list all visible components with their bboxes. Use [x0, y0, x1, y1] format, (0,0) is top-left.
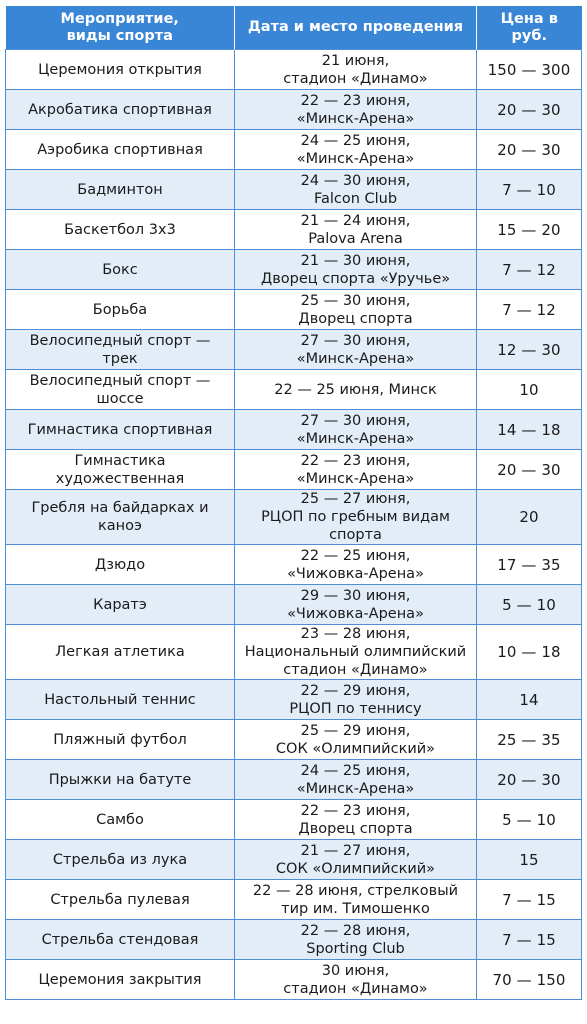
date-place-cell: [235, 410, 477, 450]
date-place-cell: [235, 545, 477, 585]
date-place-line: Sporting Club: [306, 940, 405, 957]
date-place-cell: [235, 490, 477, 545]
table-row: [6, 920, 582, 960]
date-place-cell: [235, 920, 477, 960]
price-value: 17 — 35: [497, 555, 561, 574]
date-place-line: РЦОП по гребным видам: [261, 509, 450, 525]
date-place-line: 22 — 23 июня,: [300, 802, 411, 819]
date-place-cell: [235, 330, 477, 370]
event-name: Легкая атлетика: [55, 644, 185, 660]
price-cell: [477, 370, 582, 410]
event-cell: [6, 585, 235, 625]
price-cell: [477, 50, 582, 90]
price-cell: [477, 960, 582, 1000]
table-row: [6, 545, 582, 585]
date-place-line: «Минск-Арена»: [296, 150, 415, 167]
date-place-line: 25 — 27 июня,: [300, 491, 411, 507]
event-cell: [6, 90, 235, 130]
date-place-cell: [235, 130, 477, 170]
date-place-line: РЦОП по теннису: [289, 700, 422, 717]
date-place-line: Дворец спорта: [298, 820, 413, 837]
event-cell: [6, 170, 235, 210]
date-place-line: 27 — 30 июня,: [300, 332, 411, 349]
price-value: 7 — 15: [502, 890, 556, 909]
price-value: 20 — 30: [497, 770, 561, 789]
date-place-line: 22 — 28 июня,: [300, 922, 411, 939]
event-name: Баскетбол 3x3: [64, 221, 176, 238]
price-value: 15: [519, 850, 539, 869]
date-place-cell: [235, 960, 477, 1000]
date-place-line: «Минск-Арена»: [296, 430, 415, 447]
date-place-line: «Минск-Арена»: [296, 110, 415, 127]
event-cell: [6, 130, 235, 170]
date-place-cell: [235, 290, 477, 330]
event-cell: [6, 490, 235, 545]
date-place-line: 21 — 27 июня,: [300, 842, 411, 859]
price-cell: [477, 680, 582, 720]
price-value: 12 — 30: [497, 340, 561, 359]
price-cell: [477, 170, 582, 210]
event-cell: [6, 760, 235, 800]
table-body: [6, 50, 582, 1000]
event-cell: [6, 680, 235, 720]
event-cell: [6, 840, 235, 880]
header-price-label: Цена в руб.: [500, 10, 558, 44]
price-cell: [477, 720, 582, 760]
event-name: Борьба: [92, 301, 148, 318]
date-place-line: 22 — 25 июня,: [300, 547, 411, 564]
price-cell: [477, 490, 582, 545]
price-cell: [477, 760, 582, 800]
event-cell: [6, 410, 235, 450]
price-cell: [477, 410, 582, 450]
table-row: [6, 490, 582, 545]
date-place-line: 25 — 30 июня,: [300, 292, 411, 309]
price-cell: [477, 585, 582, 625]
table-row: [6, 720, 582, 760]
header-price: [477, 6, 582, 50]
price-cell: [477, 130, 582, 170]
table-row: [6, 840, 582, 880]
date-place-cell: [235, 840, 477, 880]
date-place-line: спорта: [329, 527, 382, 543]
header-event-line: Мероприятие,: [60, 10, 179, 27]
table-header: [6, 6, 582, 50]
event-name: Церемония закрытия: [38, 971, 202, 988]
table-row: [6, 960, 582, 1000]
event-cell: [6, 450, 235, 490]
price-value: 70 — 150: [492, 970, 566, 989]
date-place-line: стадион «Динамо»: [283, 70, 428, 87]
table-row: [6, 800, 582, 840]
table-row: [6, 370, 582, 410]
event-name: Гребля на байдарках и: [31, 500, 209, 516]
date-place-cell: [235, 680, 477, 720]
table-row: [6, 625, 582, 680]
event-name: Пляжный футбол: [53, 731, 187, 748]
price-value: 20 — 30: [497, 140, 561, 159]
price-cell: [477, 290, 582, 330]
date-place-line: 24 — 25 июня,: [300, 762, 411, 779]
date-place-line: 24 — 30 июня,: [300, 172, 411, 189]
date-place-line: Национальный олимпийский: [244, 644, 467, 660]
price-cell: [477, 450, 582, 490]
date-place-cell: [235, 210, 477, 250]
date-place-line: стадион «Динамо»: [283, 662, 428, 678]
date-place-line: Falcon Club: [313, 190, 398, 207]
table-row: [6, 210, 582, 250]
price-value: 10 — 18: [497, 643, 561, 661]
date-place-line: 25 — 29 июня,: [300, 722, 411, 739]
event-name: Акробатика спортивная: [28, 101, 212, 118]
event-cell: [6, 370, 235, 410]
event-name: Каратэ: [93, 596, 147, 613]
date-place-line: СОК «Олимпийский»: [275, 860, 436, 877]
date-place-line: 22 — 23 июня,: [300, 92, 411, 109]
event-name: Настольный теннис: [44, 691, 196, 708]
price-value: 7 — 10: [502, 180, 556, 199]
price-value: 7 — 15: [502, 930, 556, 949]
price-value: 20 — 30: [497, 460, 561, 479]
event-cell: [6, 880, 235, 920]
price-cell: [477, 840, 582, 880]
date-place-line: стадион «Динамо»: [283, 980, 428, 997]
date-place-line: тир им. Тимошенко: [281, 900, 430, 917]
event-name: Стрельба пулевая: [50, 891, 190, 908]
price-value: 14 — 18: [497, 420, 561, 439]
price-value: 25 — 35: [497, 730, 561, 749]
price-value: 10: [519, 380, 539, 399]
date-place-cell: [235, 50, 477, 90]
date-place-cell: [235, 760, 477, 800]
table-row: [6, 410, 582, 450]
table-row: [6, 90, 582, 130]
date-place-line: 21 — 30 июня,: [300, 252, 411, 269]
date-place-line: Дворец спорта «Уручье»: [260, 270, 451, 287]
date-place-line: «Минск-Арена»: [296, 780, 415, 797]
price-cell: [477, 90, 582, 130]
date-place-line: «Чижовка-Арена»: [287, 605, 424, 622]
price-value: 15 — 20: [497, 220, 561, 239]
event-name: Самбо: [96, 811, 144, 828]
event-name: каноэ: [98, 518, 142, 534]
event-cell: [6, 960, 235, 1000]
date-place-line: 29 — 30 июня,: [300, 587, 411, 604]
table-row: [6, 50, 582, 90]
event-name: Бадминтон: [77, 181, 163, 198]
header-date-place-label: Дата и место проведения: [247, 19, 464, 35]
event-cell: [6, 330, 235, 370]
event-cell: [6, 50, 235, 90]
table-row: [6, 680, 582, 720]
table-row: [6, 330, 582, 370]
event-name: Велосипедный спорт —: [29, 372, 211, 389]
header-event: [6, 6, 235, 50]
event-name: художественная: [55, 470, 185, 487]
price-value: 20 — 30: [497, 100, 561, 119]
date-place-cell: [235, 800, 477, 840]
price-value: 5 — 10: [502, 810, 556, 829]
schedule-table-container: [5, 6, 581, 1000]
date-place-cell: [235, 585, 477, 625]
date-place-line: 27 — 30 июня,: [300, 412, 411, 429]
date-place-line: 21 — 24 июня,: [300, 212, 411, 229]
date-place-cell: [235, 880, 477, 920]
date-place-line: 22 — 29 июня,: [300, 682, 411, 699]
header-event-line: виды спорта: [66, 27, 173, 44]
table-row: [6, 130, 582, 170]
price-cell: [477, 250, 582, 290]
price-value: 14: [519, 690, 539, 709]
date-place-cell: [235, 720, 477, 760]
event-name: Бокс: [102, 261, 138, 278]
table-row: [6, 450, 582, 490]
schedule-table: [5, 6, 582, 1000]
price-cell: [477, 880, 582, 920]
date-place-cell: [235, 170, 477, 210]
price-cell: [477, 330, 582, 370]
price-cell: [477, 625, 582, 680]
event-cell: [6, 720, 235, 760]
table-row: [6, 250, 582, 290]
date-place-cell: [235, 250, 477, 290]
date-place-line: 21 июня,: [321, 52, 390, 69]
table-row: [6, 170, 582, 210]
event-cell: [6, 920, 235, 960]
date-place-cell: [235, 450, 477, 490]
price-value: 5 — 10: [502, 595, 556, 614]
date-place-line: 30 июня,: [321, 962, 390, 979]
date-place-line: «Чижовка-Арена»: [287, 565, 424, 582]
event-name: Аэробика спортивная: [37, 141, 203, 158]
price-value: 7 — 12: [502, 300, 556, 319]
event-name: Дзюдо: [94, 556, 146, 573]
event-name: Прыжки на батуте: [48, 771, 192, 788]
event-cell: [6, 545, 235, 585]
table-row: [6, 760, 582, 800]
event-cell: [6, 625, 235, 680]
event-cell: [6, 800, 235, 840]
date-place-line: 24 — 25 июня,: [300, 132, 411, 149]
event-name: Гимнастика спортивная: [27, 421, 213, 438]
event-name: Гимнастика: [74, 452, 166, 469]
header-date-place: [235, 6, 477, 50]
table-row: [6, 585, 582, 625]
date-place-cell: [235, 370, 477, 410]
price-value: 20: [519, 508, 539, 526]
event-name: Стрельба стендовая: [41, 931, 199, 948]
price-cell: [477, 210, 582, 250]
event-cell: [6, 290, 235, 330]
date-place-line: 23 — 28 июня,: [300, 626, 411, 642]
event-name: Церемония открытия: [38, 61, 202, 78]
event-cell: [6, 250, 235, 290]
table-row: [6, 880, 582, 920]
table-row: [6, 290, 582, 330]
date-place-line: 22 — 23 июня,: [300, 452, 411, 469]
date-place-line: Palova Arena: [308, 230, 403, 247]
date-place-line: СОК «Олимпийский»: [275, 740, 436, 757]
price-cell: [477, 920, 582, 960]
date-place-cell: [235, 90, 477, 130]
price-cell: [477, 800, 582, 840]
date-place-line: Дворец спорта: [298, 310, 413, 327]
price-value: 150 — 300: [487, 60, 571, 79]
price-value: 7 — 12: [502, 260, 556, 279]
date-place-line: «Минск-Арена»: [296, 350, 415, 367]
date-place-cell: [235, 625, 477, 680]
date-place-line: 22 — 25 июня, Минск: [274, 381, 437, 398]
event-name: шоссе: [96, 390, 144, 407]
price-cell: [477, 545, 582, 585]
event-name: Стрельба из лука: [52, 851, 188, 868]
event-name: Велосипедный спорт —: [29, 332, 211, 349]
event-name: трек: [102, 350, 138, 367]
date-place-line: «Минск-Арена»: [296, 470, 415, 487]
event-cell: [6, 210, 235, 250]
date-place-line: 22 — 28 июня, стрелковый: [252, 882, 459, 899]
